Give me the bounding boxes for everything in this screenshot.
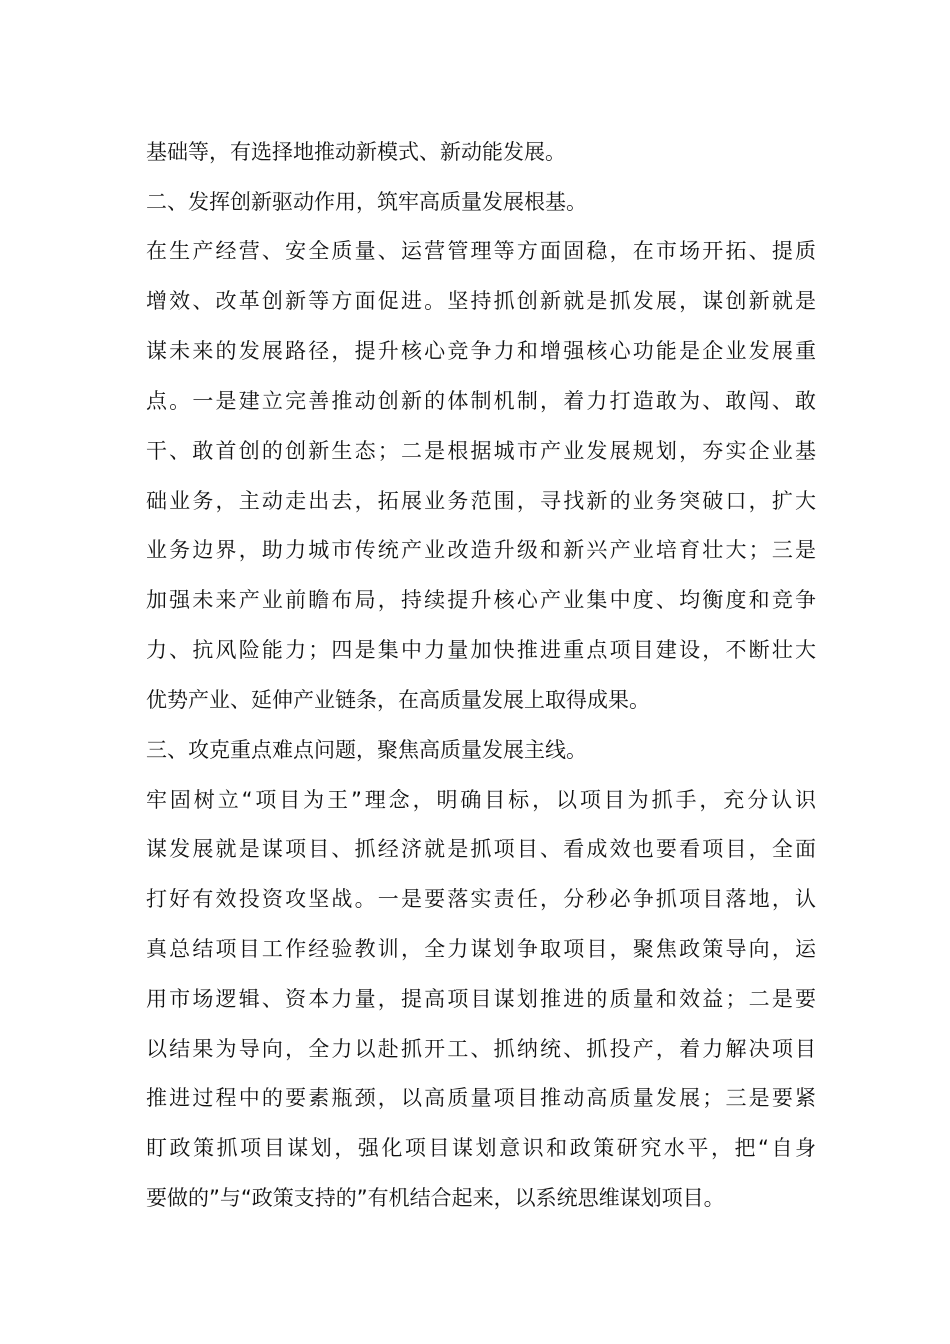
text-line: 盯政策抓项目谋划，强化项目谋划意识和政策研究水平，把“自身 [146, 1136, 816, 1160]
text-line: 加强未来产业前瞻布局，持续提升核心产业集中度、均衡度和竞争 [146, 588, 816, 612]
text-line: 干、敢首创的创新生态；二是根据城市产业发展规划，夯实企业基 [146, 439, 816, 463]
text-line: 业务边界，助力城市传统产业改造升级和新兴产业培育壮大；三是 [146, 538, 816, 562]
text-line: 打好有效投资攻坚战。一是要落实责任，分秒必争抓项目落地，认 [146, 887, 816, 911]
text-line: 在生产经营、安全质量、运营管理等方面固稳，在市场开拓、提质 [146, 239, 816, 263]
text-line: 用市场逻辑、资本力量，提高项目谋划推进的质量和效益；二是要 [146, 987, 816, 1011]
text-line: 点。一是建立完善推动创新的体制机制，着力打造敢为、敢闯、敢 [146, 389, 816, 413]
text-line: 要做的”与“政策支持的”有机结合起来，以系统思维谋划项目。 [146, 1186, 725, 1210]
section-heading: 三、攻克重点难点问题，聚焦高质量发展主线。 [146, 738, 587, 762]
text-line: 优势产业、延伸产业链条，在高质量发展上取得成果。 [146, 688, 650, 712]
text-line: 谋发展就是谋项目、抓经济就是抓项目、看成效也要看项目，全面 [146, 837, 816, 861]
text-line: 增效、改革创新等方面促进。坚持抓创新就是抓发展，谋创新就是 [146, 289, 816, 313]
section-heading: 二、发挥创新驱动作用，筑牢高质量发展根基。 [146, 190, 587, 214]
text-line: 谋未来的发展路径，提升核心竞争力和增强核心功能是企业发展重 [146, 339, 816, 363]
text-line: 真总结项目工作经验教训，全力谋划争取项目，聚焦政策导向，运 [146, 937, 816, 961]
text-line: 础业务，主动走出去，拓展业务范围，寻找新的业务突破口，扩大 [146, 489, 816, 513]
text-line: 力、抗风险能力；四是集中力量加快推进重点项目建设，不断壮大 [146, 638, 816, 662]
text-line: 基础等，有选择地推动新模式、新动能发展。 [146, 140, 566, 164]
text-line: 推进过程中的要素瓶颈，以高质量项目推动高质量发展；三是要紧 [146, 1086, 816, 1110]
text-line: 牢固树立“项目为王”理念，明确目标，以项目为抓手，充分认识 [146, 788, 816, 812]
text-line: 以结果为导向，全力以赴抓开工、抓纳统、抓投产，着力解决项目 [146, 1037, 816, 1061]
